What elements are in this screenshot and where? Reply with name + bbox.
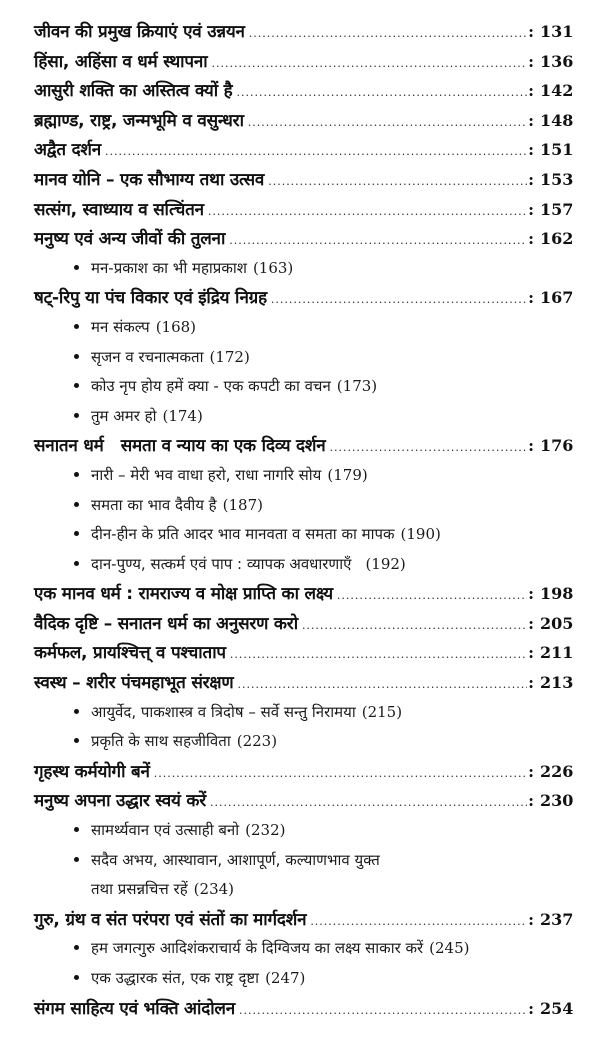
dot-leader bbox=[268, 167, 527, 197]
chapter-title: मनुष्य अपना उद्धार स्वयं करें bbox=[34, 791, 207, 812]
separator: : bbox=[528, 909, 534, 929]
chapter-title: जीवन की प्रमुख क्रियाएं एवं उन्नयन bbox=[34, 22, 245, 42]
toc-heading-entry[interactable] bbox=[34, 76, 574, 106]
page-number: 237 bbox=[540, 909, 574, 929]
section-title: दान-पुण्य, सत्कर्म एवं पाप : व्यापक अवधारणाएँ bbox=[91, 554, 352, 573]
toc-heading-entry[interactable] bbox=[34, 17, 574, 47]
page-number: 136 bbox=[540, 51, 574, 71]
separator: : bbox=[528, 288, 534, 308]
toc-heading-entry[interactable] bbox=[34, 905, 574, 935]
page-number: (190) bbox=[400, 525, 441, 544]
chapter-title: एक मानव धर्म : रामराज्य व मोक्ष प्राप्ति का लक्ष्य bbox=[34, 584, 333, 605]
page-number: (223) bbox=[236, 732, 278, 751]
toc-sub-entry[interactable] bbox=[34, 964, 570, 994]
page-number: (247) bbox=[265, 969, 306, 987]
page-number: (245) bbox=[429, 939, 470, 958]
section-title: प्रकृति के साथ सहजीविता bbox=[91, 732, 231, 751]
chapter-title: वैदिक दृष्टि – सनातन धर्म का अनुसरण करो bbox=[34, 613, 298, 634]
separator: : bbox=[528, 436, 534, 456]
separator: : bbox=[528, 791, 534, 811]
toc-heading-entry[interactable] bbox=[34, 431, 574, 461]
bullet-icon bbox=[74, 975, 79, 980]
page-number: 131 bbox=[540, 22, 574, 41]
bullet-icon bbox=[74, 354, 79, 359]
dot-leader bbox=[310, 907, 527, 937]
chapter-title: कर्मफल, प्रायश्चित्त् व पश्चाताप bbox=[34, 643, 226, 664]
section-title: कोउ नृप होय हमें क्या - एक कपटी का वचन bbox=[91, 377, 331, 396]
chapter-title: संगम साहित्य एवं भक्ति आंदोलन bbox=[34, 998, 235, 1019]
section-title: सामर्थ्यवान एवं उत्साही बनो bbox=[91, 821, 240, 840]
separator: : bbox=[528, 998, 534, 1018]
chapter-title: सनातन धर्म समता व न्याय का एक दिव्य दर्शन bbox=[34, 436, 326, 457]
separator: : bbox=[528, 81, 534, 101]
separator: : bbox=[528, 169, 534, 189]
dot-leader bbox=[329, 433, 527, 463]
chapter-title: मानव योनि – एक सौभाग्य तथा उत्सव bbox=[34, 169, 265, 190]
page-number: 157 bbox=[540, 199, 574, 219]
chapter-title: ब्रह्माण्ड, राष्ट्र, जन्मभूमि व वसुन्धरा bbox=[34, 110, 244, 131]
page-number: (174) bbox=[162, 406, 203, 425]
toc-sub-entry[interactable] bbox=[34, 402, 570, 432]
dot-leader bbox=[229, 226, 527, 256]
separator: : bbox=[528, 613, 534, 633]
chapter-title: गृहस्थ कर्मयोगी बनें bbox=[34, 761, 150, 782]
dot-leader bbox=[154, 759, 527, 789]
separator: : bbox=[528, 199, 534, 219]
page-number: 162 bbox=[540, 229, 574, 249]
page-number: 167 bbox=[540, 288, 574, 308]
bullet-icon bbox=[74, 945, 79, 950]
toc-heading-entry[interactable] bbox=[34, 609, 574, 639]
section-title: सृजन व रचनात्मकता bbox=[91, 347, 204, 366]
separator: : bbox=[528, 761, 534, 781]
page-number: 142 bbox=[540, 81, 574, 101]
page-number: (192) bbox=[365, 554, 406, 573]
separator: : bbox=[528, 673, 534, 693]
dot-leader bbox=[237, 670, 527, 700]
chapter-title: हिंसा, अहिंसा व धर्म स्थापना bbox=[34, 51, 208, 72]
chapter-title: षट्-रिपु या पंच विकार एवं इंद्रिय निग्रह bbox=[34, 288, 267, 309]
section-title: आयुर्वेद, पाकशास्त्र व त्रिदोष – सर्वे सन्तु निरामया bbox=[91, 702, 356, 721]
bullet-icon bbox=[74, 561, 79, 566]
toc-sub-entry[interactable] bbox=[34, 846, 570, 876]
toc-sub-entry[interactable] bbox=[34, 550, 570, 580]
separator: : bbox=[528, 229, 534, 249]
bullet-icon bbox=[74, 265, 79, 270]
page-number: (179) bbox=[327, 465, 368, 484]
page-number: 205 bbox=[540, 613, 574, 633]
separator: : bbox=[528, 22, 534, 41]
toc-heading-entry[interactable] bbox=[34, 994, 574, 1024]
page-number: 176 bbox=[540, 436, 574, 456]
toc-sub-entry[interactable] bbox=[34, 491, 570, 521]
dot-leader bbox=[239, 996, 527, 1026]
bullet-icon bbox=[74, 413, 79, 418]
bullet-icon bbox=[74, 738, 79, 743]
section-title: मन-प्रकाश का भी महाप्रकाश bbox=[91, 258, 247, 277]
bullet-icon bbox=[74, 531, 79, 536]
section-title: दीन-हीन के प्रति आदर भाव मानवता व समता का मापक bbox=[91, 525, 395, 544]
page-number: (168) bbox=[155, 317, 197, 336]
page-number: 213 bbox=[540, 673, 574, 693]
toc-heading-entry[interactable] bbox=[34, 786, 574, 816]
section-title: तथा प्रसन्नचित्त रहें bbox=[91, 880, 188, 899]
toc-sub-entry[interactable] bbox=[34, 313, 570, 343]
toc-heading-entry[interactable] bbox=[34, 135, 574, 165]
toc-sub-entry[interactable] bbox=[34, 934, 570, 964]
bullet-icon bbox=[74, 709, 79, 714]
bullet-icon bbox=[74, 324, 79, 329]
chapter-title: स्वस्थ – शरीर पंचमहाभूत संरक्षण bbox=[34, 673, 234, 694]
page-number: 148 bbox=[540, 110, 574, 130]
page-number: (215) bbox=[361, 702, 403, 721]
section-title: हम जगत्गुरु आदिशंकराचार्य के दिग्विजय का लक्ष्य साकार करें bbox=[91, 939, 424, 958]
toc-heading-entry[interactable] bbox=[34, 283, 574, 313]
chapter-title: गुरु, ग्रंथ व संत परंपरा एवं संतों का मार्गदर्शन bbox=[34, 909, 307, 930]
toc-heading-entry[interactable] bbox=[34, 106, 574, 136]
chapter-title: आसुरी शक्ति का अस्तित्व क्यों है bbox=[34, 81, 233, 102]
page-number: (232) bbox=[245, 821, 286, 840]
table-of-contents bbox=[34, 17, 574, 1023]
page-number: (172) bbox=[209, 347, 250, 366]
separator: : bbox=[528, 584, 534, 604]
page-number: 254 bbox=[540, 998, 574, 1018]
toc-sub-entry-continuation[interactable] bbox=[34, 875, 570, 905]
toc-sub-entry[interactable] bbox=[34, 254, 570, 284]
separator: : bbox=[528, 140, 534, 160]
page-number: 211 bbox=[540, 643, 574, 663]
toc-heading-entry[interactable] bbox=[34, 757, 574, 787]
chapter-title: मनुष्य एवं अन्य जीवों की तुलना bbox=[34, 229, 226, 250]
toc-sub-entry[interactable] bbox=[34, 727, 570, 757]
page-number: 151 bbox=[540, 140, 574, 160]
section-title: तुम अमर हो bbox=[91, 406, 157, 425]
dot-leader bbox=[208, 197, 527, 227]
page-number: (234) bbox=[193, 880, 235, 899]
dot-leader bbox=[337, 581, 527, 611]
bullet-icon bbox=[74, 383, 79, 388]
page-number: (163) bbox=[252, 258, 294, 277]
dot-leader bbox=[105, 137, 527, 167]
page-number: 153 bbox=[540, 169, 574, 189]
toc-heading-entry[interactable] bbox=[34, 668, 574, 698]
bullet-icon bbox=[74, 472, 79, 477]
chapter-title: सत्संग, स्वाध्याय व सत्चिंतन bbox=[34, 199, 204, 220]
section-title: एक उद्धारक संत, एक राष्ट्र दृष्टा bbox=[91, 969, 260, 987]
separator: : bbox=[528, 643, 534, 663]
page-number: (173) bbox=[336, 377, 378, 396]
toc-heading-entry[interactable] bbox=[34, 165, 574, 195]
dot-leader bbox=[248, 108, 527, 138]
bullet-icon bbox=[74, 857, 79, 862]
bullet-icon bbox=[74, 502, 79, 507]
toc-heading-entry[interactable] bbox=[34, 638, 574, 668]
page-number: 230 bbox=[540, 791, 574, 811]
dot-leader bbox=[230, 640, 527, 670]
toc-sub-entry[interactable] bbox=[34, 343, 570, 373]
toc-sub-entry[interactable] bbox=[34, 698, 570, 728]
toc-heading-entry[interactable] bbox=[34, 579, 574, 609]
section-title: मन संकल्प bbox=[91, 317, 150, 336]
dot-leader bbox=[211, 49, 527, 79]
dot-leader bbox=[302, 611, 527, 641]
toc-sub-entry[interactable] bbox=[34, 520, 570, 550]
dot-leader bbox=[249, 19, 527, 49]
dot-leader bbox=[210, 788, 527, 818]
section-title: सदैव अभय, आस्थावान, आशापूर्ण, कल्याणभाव युक्त bbox=[91, 850, 380, 869]
separator: : bbox=[528, 110, 534, 130]
toc-sub-entry[interactable] bbox=[34, 372, 570, 402]
toc-sub-entry[interactable] bbox=[34, 816, 570, 846]
toc-heading-entry[interactable] bbox=[34, 224, 574, 254]
bullet-icon bbox=[74, 827, 79, 832]
section-title: नारी – मेरी भव वाधा हरो, राधा नागरि सोय bbox=[91, 465, 322, 484]
toc-heading-entry[interactable] bbox=[34, 47, 574, 77]
toc-sub-entry[interactable] bbox=[34, 461, 570, 491]
page-number: 198 bbox=[540, 584, 574, 604]
separator: : bbox=[528, 51, 534, 71]
page-number: (187) bbox=[222, 495, 263, 514]
chapter-title: अद्वैत दर्शन bbox=[34, 140, 101, 161]
toc-heading-entry[interactable] bbox=[34, 195, 574, 225]
dot-leader bbox=[236, 78, 527, 108]
section-title: समता का भाव दैवीय है bbox=[91, 495, 217, 514]
page-number: 226 bbox=[540, 761, 574, 781]
dot-leader bbox=[271, 285, 527, 315]
